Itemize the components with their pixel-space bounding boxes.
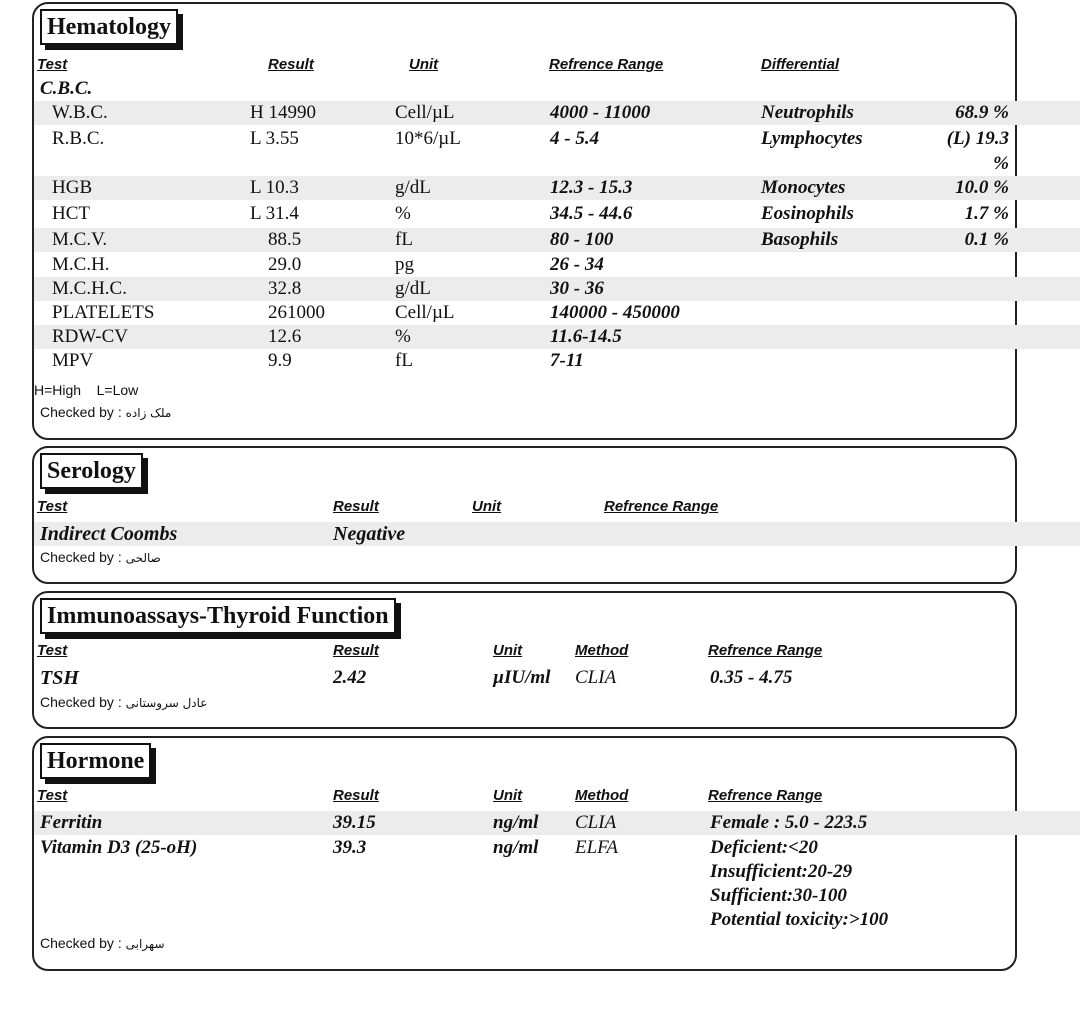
test-result: 12.6 <box>268 326 302 347</box>
header-unit: Unit <box>472 498 502 515</box>
test-unit: Cell/µL <box>395 302 455 323</box>
checked-label: Checked by : <box>40 404 122 420</box>
diff-value-unit: % <box>993 153 1009 174</box>
test-name: RDW-CV <box>52 326 128 347</box>
test-result: 39.15 <box>333 812 376 833</box>
test-method: ELFA <box>575 837 618 858</box>
test-unit: ng/ml <box>493 812 539 833</box>
header-result: Result <box>333 642 379 659</box>
diff-value: (L) 19.3 <box>946 128 1009 149</box>
checked-name: سهرابی <box>125 937 165 951</box>
test-unit: % <box>395 203 411 224</box>
header-range: Refrence Range <box>604 498 719 515</box>
diff-name: Eosinophils <box>761 203 854 224</box>
test-range: 26 - 34 <box>550 254 604 275</box>
diff-value: 68.9 % <box>955 102 1009 123</box>
test-method: CLIA <box>575 667 617 688</box>
range-line: Insufficient:20-29 <box>710 861 853 882</box>
test-name: Ferritin <box>40 812 103 833</box>
test-name: M.C.H.C. <box>52 278 127 299</box>
test-result: 261000 <box>268 302 325 323</box>
header-test: Test <box>37 56 68 73</box>
test-unit: 10*6/µL <box>395 128 461 149</box>
checked-label: Checked by : <box>40 935 122 951</box>
test-range: 4 - 5.4 <box>550 128 600 149</box>
header-result: Result <box>333 787 379 804</box>
test-unit: g/dL <box>395 177 431 198</box>
test-unit: fL <box>395 229 413 250</box>
header-differential: Differential <box>761 56 840 73</box>
test-result: Negative <box>333 523 406 545</box>
test-range: 0.35 - 4.75 <box>710 667 793 688</box>
test-result: 9.9 <box>268 350 292 371</box>
test-method: CLIA <box>575 812 617 833</box>
test-result: L 3.55 <box>250 128 299 149</box>
legend: H=High L=Low <box>34 382 139 398</box>
test-range: 30 - 36 <box>550 278 604 299</box>
test-range: 4000 - 11000 <box>550 102 651 123</box>
header-unit: Unit <box>409 56 439 73</box>
diff-name: Monocytes <box>761 177 846 198</box>
test-result: 88.5 <box>268 229 302 250</box>
test-result: 2.42 <box>333 667 367 688</box>
test-name: M.C.H. <box>52 254 110 275</box>
range-line: Potential toxicity:>100 <box>710 909 889 930</box>
checked-by <box>40 404 171 420</box>
test-unit: Cell/µL <box>395 102 455 123</box>
section-title: Hormone <box>40 743 151 779</box>
test-unit: pg <box>395 254 414 275</box>
header-range: Refrence Range <box>708 642 823 659</box>
header-unit: Unit <box>493 642 523 659</box>
test-range: 140000 - 450000 <box>550 302 680 323</box>
diff-name: Lymphocytes <box>761 128 863 149</box>
header-test: Test <box>37 498 68 515</box>
test-name: W.B.C. <box>52 102 108 123</box>
test-result: 29.0 <box>268 254 302 275</box>
test-name: MPV <box>52 350 94 371</box>
test-range: 7-11 <box>550 350 584 371</box>
header-test: Test <box>37 642 68 659</box>
section-title: Hematology <box>40 9 178 45</box>
test-result: L 31.4 <box>250 203 299 224</box>
test-name: M.C.V. <box>52 229 108 250</box>
hormone-section <box>32 736 1017 971</box>
test-name: HGB <box>52 177 93 198</box>
test-range: 80 - 100 <box>550 229 614 250</box>
diff-value: 10.0 % <box>955 177 1009 198</box>
checked-name: عادل سروستانی <box>125 696 208 710</box>
checked-by <box>40 694 207 710</box>
checked-name: ملک زاده <box>125 406 172 420</box>
range-line: Sufficient:30-100 <box>710 885 847 906</box>
test-result: 39.3 <box>333 837 367 858</box>
group-label: C.B.C. <box>40 78 93 99</box>
test-name: R.B.C. <box>52 128 105 149</box>
header-result: Result <box>268 56 314 73</box>
section-title: Serology <box>40 453 143 489</box>
header-method: Method <box>575 642 629 659</box>
diff-name: Basophils <box>761 229 839 250</box>
checked-by <box>40 935 165 951</box>
test-name: HCT <box>52 203 90 224</box>
test-range: Female : 5.0 - 223.5 <box>710 812 868 833</box>
diff-value: 0.1 % <box>964 229 1009 250</box>
header-result: Result <box>333 498 379 515</box>
test-name: Vitamin D3 (25-oH) <box>40 837 198 858</box>
test-result: 32.8 <box>268 278 302 299</box>
test-range: Deficient:<20 <box>710 837 818 858</box>
row-stripe <box>34 522 1080 546</box>
test-range: 11.6-14.5 <box>550 326 622 347</box>
header-range: Refrence Range <box>708 787 823 804</box>
header-method: Method <box>575 787 629 804</box>
test-result: H 14990 <box>250 102 316 123</box>
test-unit: fL <box>395 350 413 371</box>
test-range: 12.3 - 15.3 <box>550 177 633 198</box>
serology-section <box>32 446 1017 584</box>
test-result: L 10.3 <box>250 177 299 198</box>
hematology-section <box>32 2 1017 440</box>
thyroid-section <box>32 591 1017 729</box>
diff-value: 1.7 % <box>964 203 1009 224</box>
checked-label: Checked by : <box>40 694 122 710</box>
checked-by <box>40 549 161 565</box>
test-unit: % <box>395 326 411 347</box>
row-stripe <box>34 811 1080 835</box>
checked-label: Checked by : <box>40 549 122 565</box>
header-unit: Unit <box>493 787 523 804</box>
test-name: Indirect Coombs <box>40 523 178 545</box>
section-title: Immunoassays-Thyroid Function <box>40 598 396 634</box>
checked-name: صالحی <box>125 551 161 565</box>
test-name: PLATELETS <box>52 302 155 323</box>
header-test: Test <box>37 787 68 804</box>
test-unit: µIU/ml <box>493 667 551 688</box>
test-unit: g/dL <box>395 278 431 299</box>
test-name: TSH <box>40 667 79 689</box>
test-unit: ng/ml <box>493 837 539 858</box>
test-range: 34.5 - 44.6 <box>550 203 633 224</box>
diff-name: Neutrophils <box>761 102 854 123</box>
header-range: Refrence Range <box>549 56 664 73</box>
